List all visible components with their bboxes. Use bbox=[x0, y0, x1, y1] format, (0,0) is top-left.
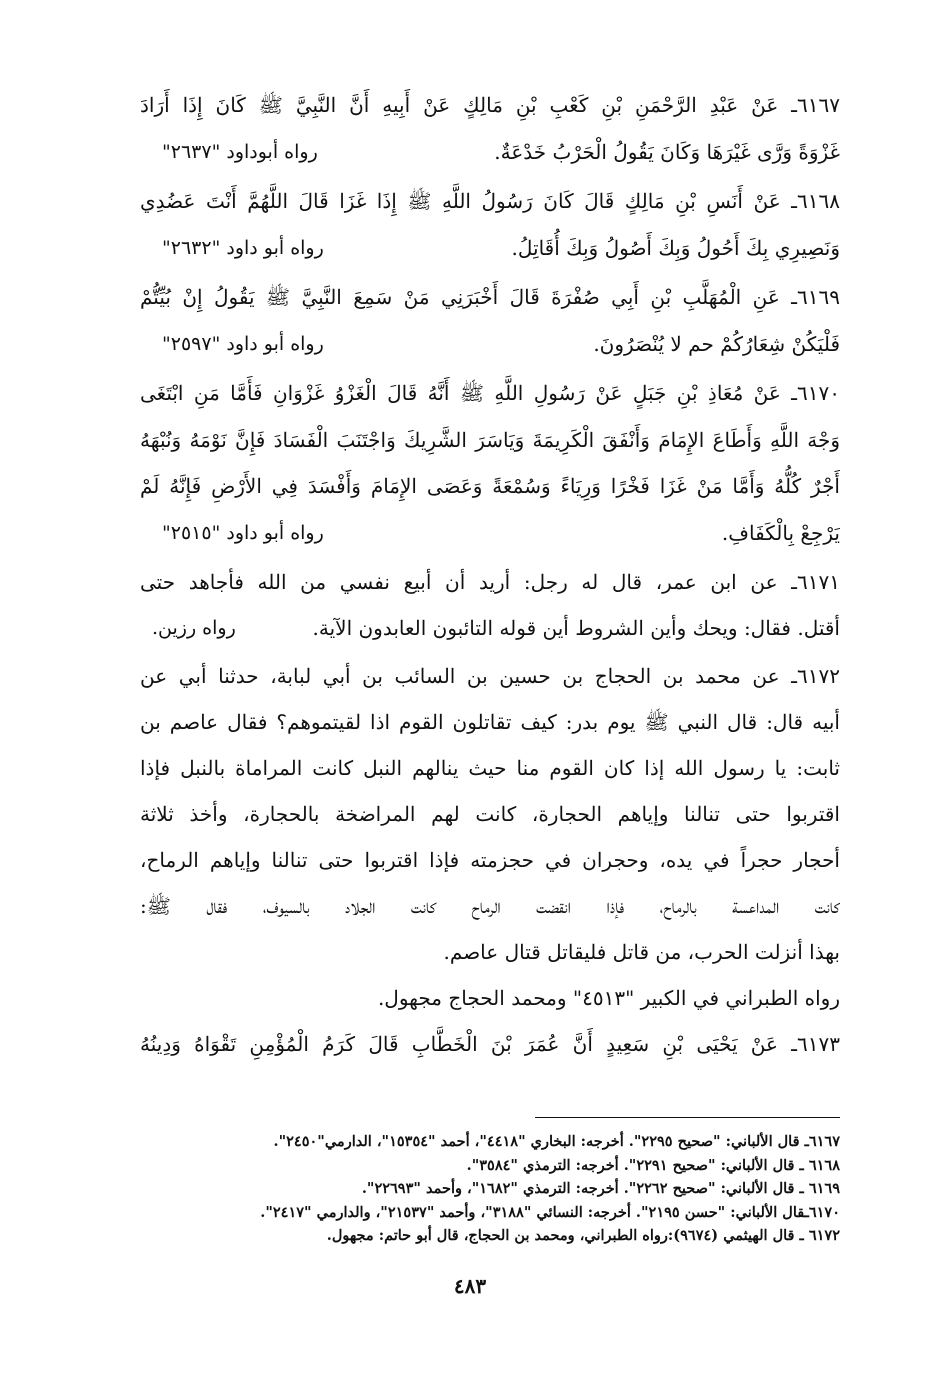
text-line: كانت المداعسة بالرماح، فإذا انقضت الرماح كانت الجلاد بالسيوف، فقال ﷺ: bbox=[140, 894, 840, 918]
text-line bbox=[140, 129, 840, 176]
text-segment: يَرْجِعْ بِالْكَفَافِ. bbox=[721, 520, 840, 545]
text-line: ٦١٦٧ـ عَنْ عَبْدِ الرَّحْمَنِ بْنِ كَعْبِ بْنِ مَالِكٍ عَنْ أَبِيهِ أَنَّ النَّبِيَّ ﷺ كَانَ إِذَا أَرَادَ bbox=[140, 93, 840, 117]
hadith-6170 bbox=[140, 370, 840, 556]
text-line: ثابت: يا رسول الله إذا كان القوم منا حيث ينالهم النبل كانت المراماة بالنبل فإذا bbox=[140, 756, 840, 780]
hadith-source: رواه أبو داود "٢٥١٥" bbox=[162, 521, 324, 544]
text-line: وَجْهَ اللَّهِ وَأَطَاعَ الإِمَامَ وَأَنْفَقَ الْكَرِيمَةَ وَيَاسَرَ الشَّرِيكَ وَاجْتَنَبَ الْفَسَادَ فَإِنَّ نَوْمَهُ وَنُبْهَهُ bbox=[140, 427, 840, 452]
hadith-6167 bbox=[140, 82, 840, 175]
text-line: ٦١٧٣ـ عَنْ يَحْيَى بْنِ سَعِيدٍ أَنَّ عُمَرَ بْنَ الْخَطَّابِ قَالَ كَرَمُ الْمُؤْمِنِ تَقْوَاهُ وَدِينُهُ bbox=[140, 1032, 840, 1056]
text-line: ٦١٧٠ـ عَنْ مُعَاذِ بْنِ جَبَلٍ عَنْ رَسُولِ اللَّهِ ﷺ أَنَّهُ قَالَ الْغَزْوُ غَزْوَانِ فَأَمَّا مَنِ ابْتَغَى bbox=[140, 381, 840, 405]
text-line: أحجار حجراً في يده، وحجران في حجزمته فإذا اقتربوا حتى تنالنا وإياهم الرماح، bbox=[140, 848, 840, 872]
text-segment: غَزْوَةً وَرَّى غَيْرَهَا وَكَانَ يَقُولُ الْحَرْبُ خَدْعَةٌ. bbox=[494, 139, 840, 164]
hadith-source: رواه أبو داود "٢٦٣٢" bbox=[162, 236, 324, 259]
text-line bbox=[140, 605, 840, 651]
text-line: أَجْرٌ كُلُّهُ وَأَمَّا مَنْ غَزَا فَخْرًا وَرِيَاءً وَسُمْعَةً وَعَصَى الإِمَامَ وَأَفْسَدَ فِي الأَرْضِ فَإِنَّهُ لَمْ bbox=[140, 474, 840, 498]
text-line: اقتربوا حتى تنالنا وإياهم الحجارة، كانت لهم المراضخة بالحجارة، وأخذ ثلاثة bbox=[140, 802, 840, 826]
text-segment: فَلْيَكُنْ شِعَارُكُمْ حم لا يُنْصَرُونَ. bbox=[593, 331, 840, 356]
text-line bbox=[140, 321, 840, 368]
footnote: ٦١٦٩ ـ قال الألباني: "صحيح ٢٢٦٢". أخرجه: الترمذي "١٦٨٢"، وأحمد "٢٢٦٩٣". bbox=[361, 1180, 840, 1197]
text-line: ٦١٧١ـ عن ابن عمر، قال له رجل: أريد أن أبيع نفسي من الله فأجاهد حتى bbox=[140, 570, 840, 594]
hadith-6172 bbox=[140, 653, 840, 1021]
text-line: أبيه قال: قال النبي ﷺ يوم بدر: كيف تقاتلون القوم اذا لقيتموهم؟ فقال عاصم بن bbox=[140, 710, 840, 734]
hadith-6171 bbox=[140, 559, 840, 651]
hadith-6173 bbox=[140, 1021, 840, 1067]
text-line: ٦١٦٨ـ عَنْ أَنَسِ بْنِ مَالِكٍ قَالَ كَانَ رَسُولُ اللَّهِ ﷺ إِذَا غَزَا قَالَ اللَّهُمَّ أَنْتَ عَضُدِي bbox=[140, 189, 840, 213]
text-segment: أقتل. فقال: ويحك وأين الشروط أين قوله التائبون العابدون الآية. bbox=[312, 616, 840, 640]
text-line bbox=[140, 510, 840, 557]
hadith-source: رواه الطبراني في الكبير "٤٥١٣" ومحمد الحجاج مجهول. bbox=[377, 986, 840, 1010]
hadith-source: رواه أبوداود "٢٦٣٧" bbox=[162, 140, 318, 163]
footnote-divider bbox=[535, 1117, 840, 1118]
hadith-source: رواه أبو داود "٢٥٩٧" bbox=[162, 332, 324, 355]
text-line: بهذا أنزلت الحرب، من قاتل فليقاتل قتال عاصم. bbox=[443, 940, 840, 964]
footnote: ٦١٧٢ ـ قال الهيثمي (٩٦٧٤):رواه الطبراني، ومحمد بن الحجاج، قال أبو حاتم: مجهول. bbox=[326, 1227, 840, 1244]
footnote: ٦١٦٧ـ قال الألباني: "صحيح ٢٢٩٥". أخرجه: البخاري "٤٤١٨"، أحمد "١٥٣٥٤"، الدارمي"٢٤٥٠". bbox=[273, 1133, 840, 1150]
footnote: ٦١٧٠ـقال الألباني: "حسن ٢١٩٥". أخرجه: النسائي "٣١٨٨"، وأحمد "٢١٥٣٧"، والدارمي "٢٤١٧". bbox=[260, 1203, 840, 1221]
text-segment: وَنَصِيرِي بِكَ أَحُولُ وَبِكَ أَصُولُ وَبِكَ أُقَاتِلُ. bbox=[511, 235, 840, 260]
hadith-6168 bbox=[140, 178, 840, 271]
text-line: ٦١٧٢ـ عن محمد بن الحجاج بن حسين بن السائب بن أبي لبابة، حدثنا أبي عن bbox=[140, 664, 840, 688]
footnote: ٦١٦٨ ـ قال الألباني: "صحيح ٢٢٩١". أخرجه: الترمذي "٣٥٨٤". bbox=[466, 1156, 840, 1174]
page-number: ٤٨٣ bbox=[453, 1274, 487, 1298]
footnotes bbox=[130, 1130, 840, 1248]
text-line bbox=[140, 225, 840, 272]
text-line: ٦١٦٩ـ عَنِ الْمُهَلَّبِ بْنِ أَبِي صُفْرَةَ قَالَ أَخْبَرَنِي مَنْ سَمِعَ النَّبِيَّ ﷺ يَقُولُ إِنْ بُيِّتُّمْ bbox=[140, 285, 840, 309]
main-text bbox=[140, 82, 840, 1067]
hadith-source: رواه رزين. bbox=[152, 617, 236, 639]
hadith-6169 bbox=[140, 274, 840, 367]
